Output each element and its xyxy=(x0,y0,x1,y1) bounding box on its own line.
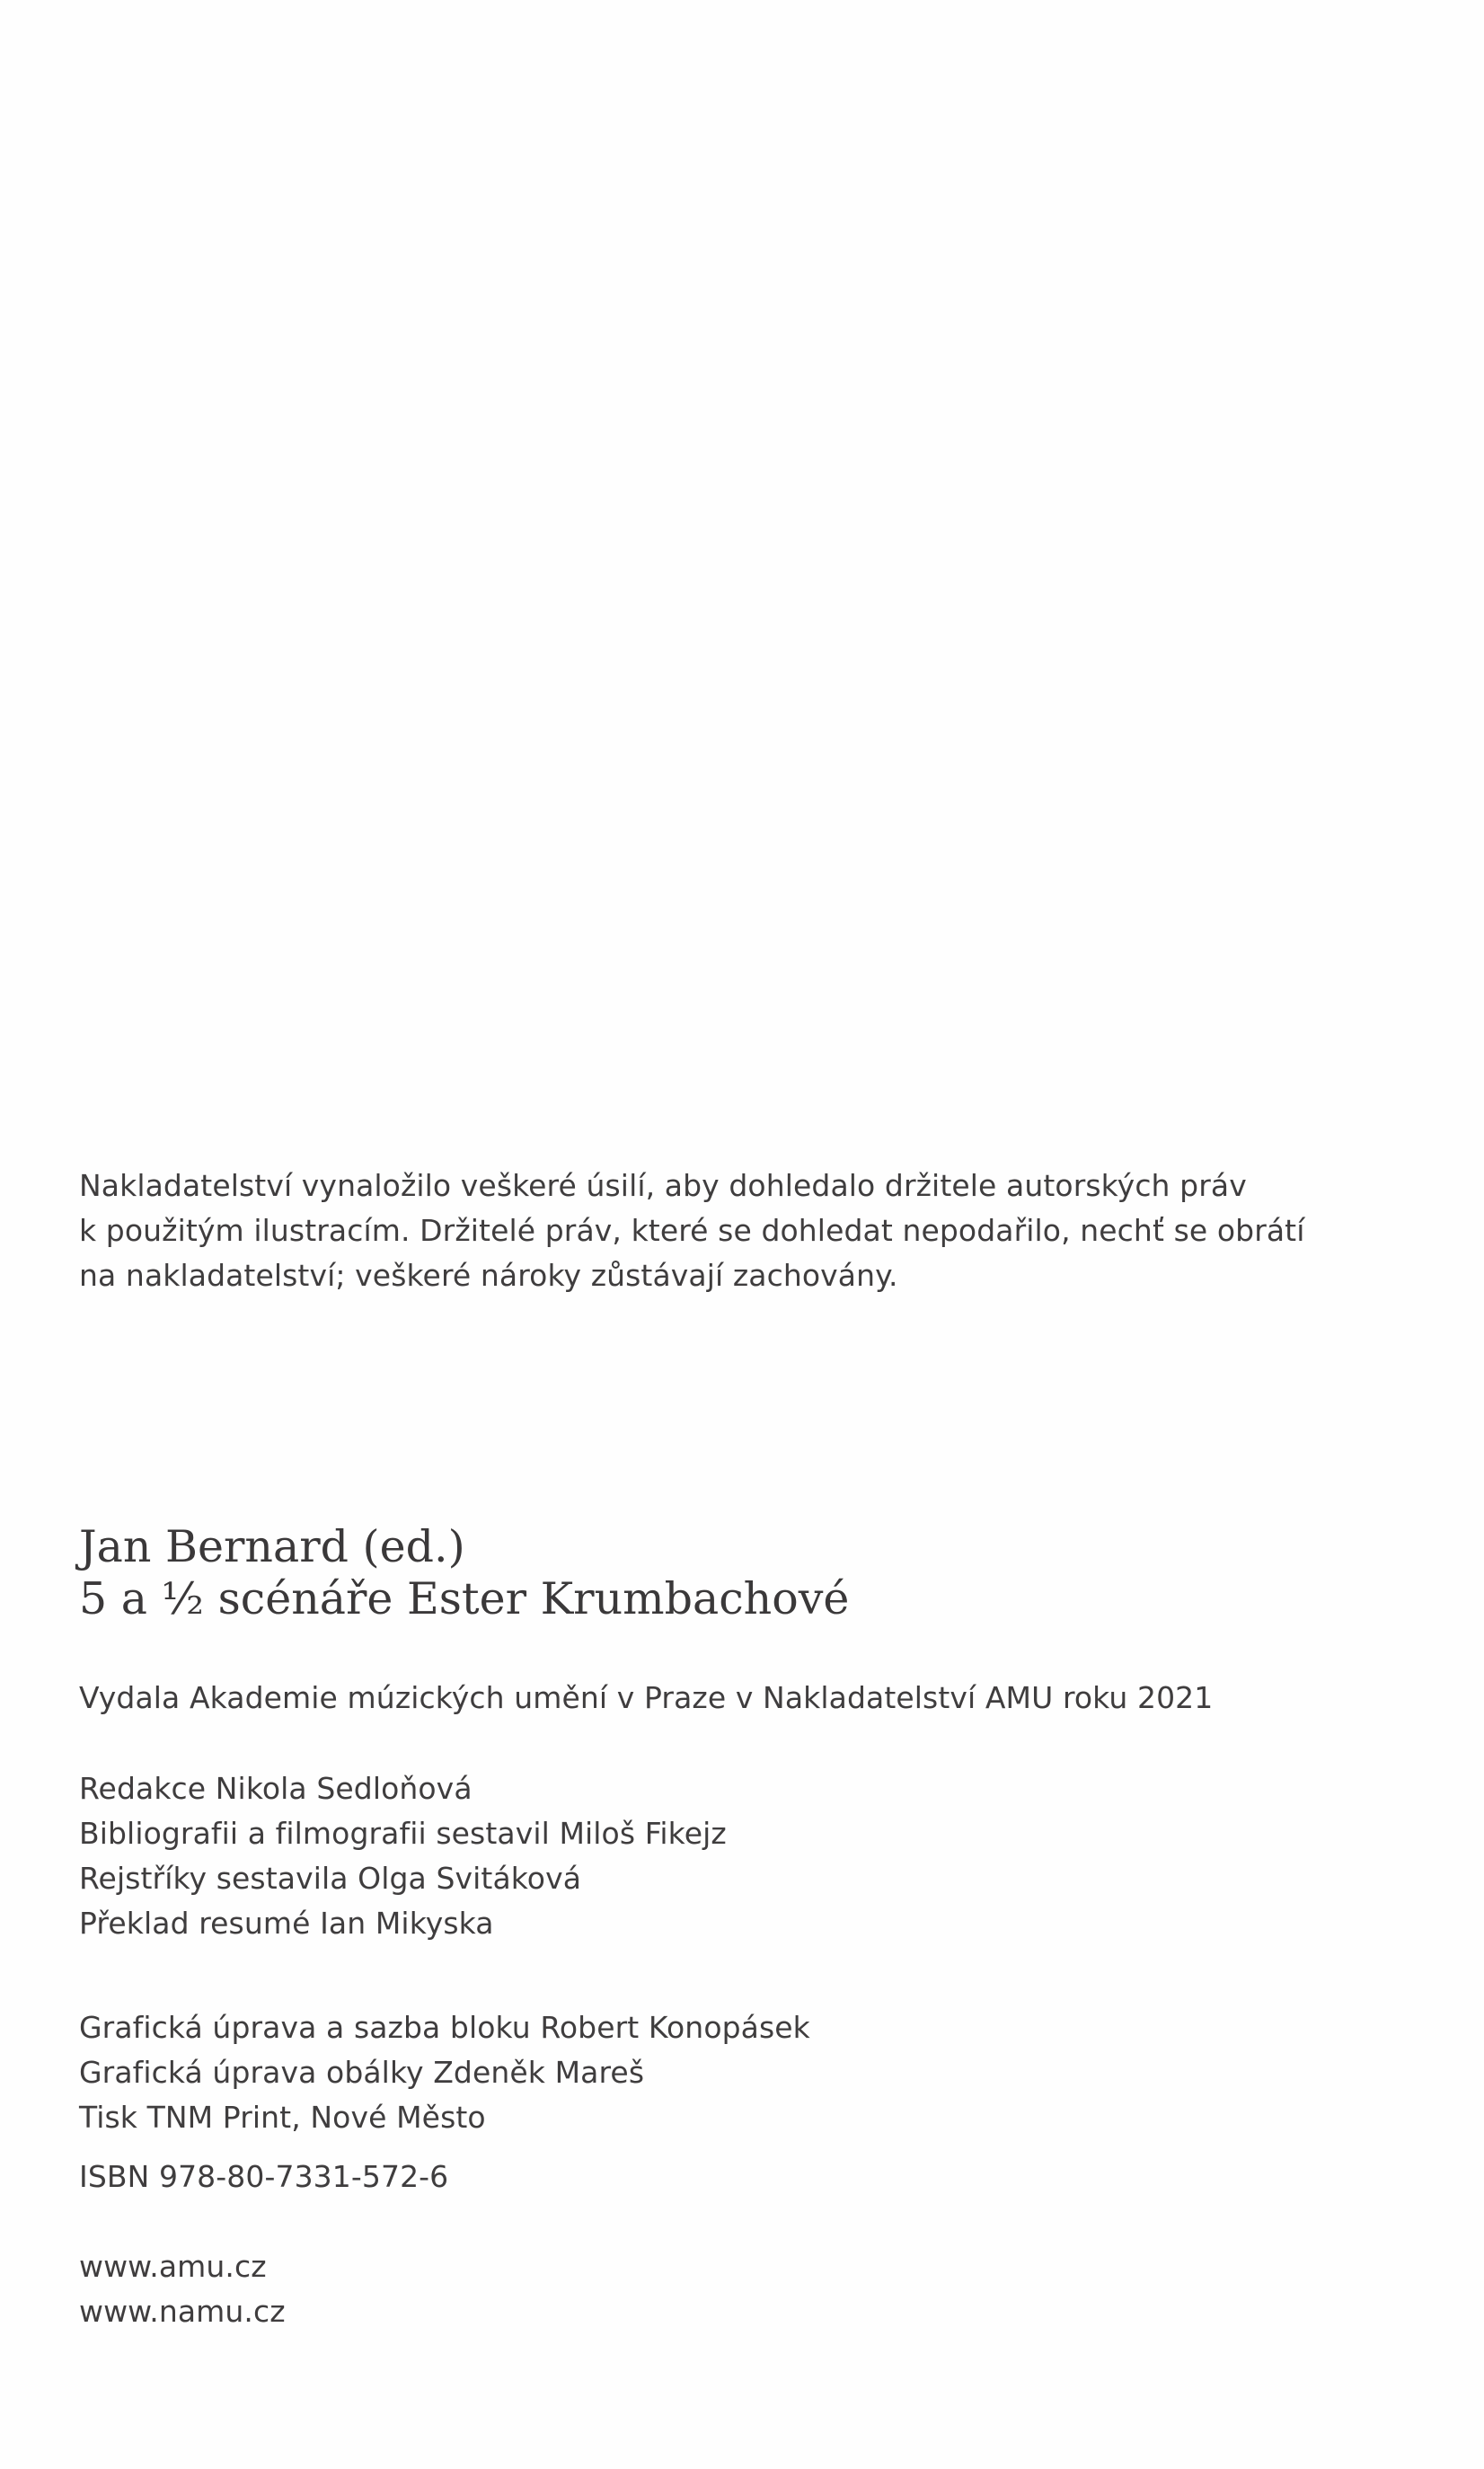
notice-line: na nakladatelství; veškeré nároky zůstávají zachovány. xyxy=(79,1258,898,1293)
editorial-credits xyxy=(79,1766,1427,1946)
book-title-block xyxy=(79,1521,1427,1625)
credit-line: Bibliografii a filmografii sestavil Miloš Fikejz xyxy=(79,1816,727,1851)
website-link-amu[interactable]: www.amu.cz xyxy=(79,2249,267,2284)
website-links xyxy=(79,2244,1427,2334)
notice-line: Nakladatelství vynaložilo veškeré úsilí, aby dohledalo držitele autorských práv xyxy=(79,1168,1247,1203)
credit-line: Grafická úprava a sazba bloku Robert Konopásek xyxy=(79,2010,810,2045)
credit-line: Redakce Nikola Sedloňová xyxy=(79,1771,473,1806)
website-link-namu[interactable]: www.namu.cz xyxy=(79,2294,286,2329)
credit-line: Tisk TNM Print, Nové Město xyxy=(79,2100,486,2135)
isbn-block xyxy=(79,2155,1427,2199)
book-title: 5 a ½ scénáře Ester Krumbachové xyxy=(79,1573,850,1624)
credit-line: Rejstříky sestavila Olga Svitáková xyxy=(79,1861,582,1896)
credit-line: Překlad resumé Ian Mikyska xyxy=(79,1906,494,1941)
copyright-notice xyxy=(79,1164,1427,1298)
design-credits xyxy=(79,2005,1427,2140)
publisher-line xyxy=(79,1676,1427,1721)
book-editor: Jan Bernard (ed.) xyxy=(79,1521,465,1572)
notice-line: k použitým ilustracím. Držitelé práv, které se dohledat nepodařilo, nechť se obrátí xyxy=(79,1213,1305,1248)
credit-line: Grafická úprava obálky Zdeněk Mareš xyxy=(79,2055,645,2090)
publisher-text: Vydala Akademie múzických umění v Praze v Nakladatelství AMU roku 2021 xyxy=(79,1680,1214,1715)
isbn-number: ISBN 978-80-7331-572-6 xyxy=(79,2159,449,2194)
